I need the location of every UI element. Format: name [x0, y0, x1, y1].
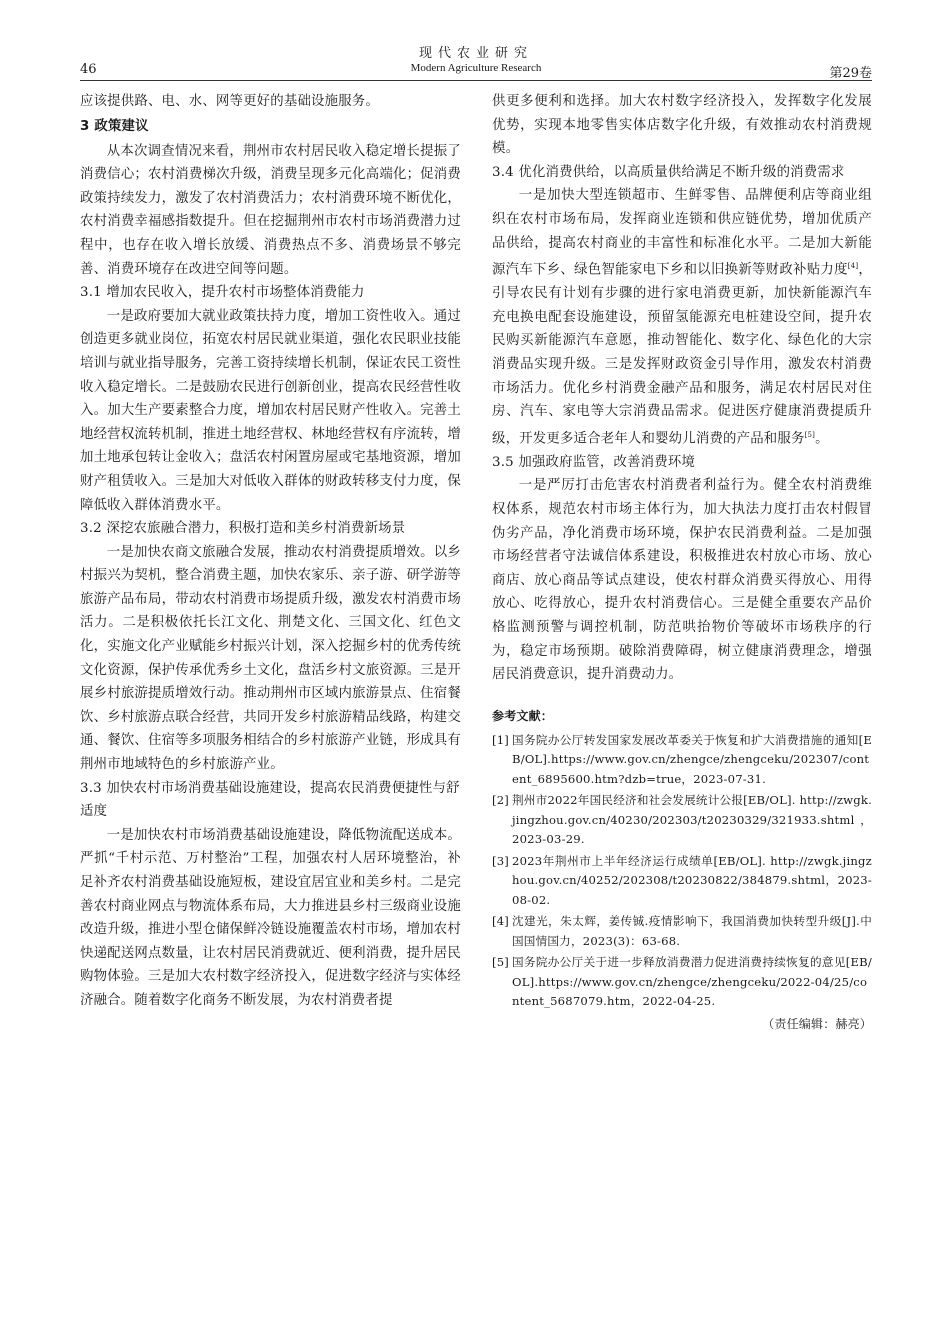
intro-paragraph: 应该提供路、电、水、网等更好的基础设施服务。: [80, 94, 379, 109]
reference-item: [492, 731, 872, 790]
reference-item: [492, 852, 872, 911]
responsible-editor: （责任编辑：赫亮）: [762, 1016, 872, 1031]
reference-item: [492, 953, 872, 1012]
reference-text: 国务院办公厅转发国家发展改革委关于恢复和扩大消费措施的通知[EB/OL].https://www.gov.cn/zhengce/zhengceku/202307/content_6895600.htm?dzb=true，2023-07-31.: [512, 732, 872, 786]
right-column: [492, 90, 872, 1034]
journal-title: [80, 46, 872, 75]
reference-text: 国务院办公厅关于进一步释放消费潜力促进消费持续恢复的意见[EB/OL].https://www.gov.cn/zhengce/zhengceku/2022-04/25/content_5687079.htm，2022-04-25.: [512, 955, 872, 1009]
references-heading: 参考文献：: [492, 708, 554, 723]
reference-text: 沈建光，朱太辉，姜传铖.疫情影响下，我国消费加快转型升级[J].中国国情国力，2023(3)：63-68.: [512, 914, 872, 948]
reference-number: [5]: [492, 955, 510, 970]
reference-number: [2]: [492, 793, 510, 808]
subsection-3-2-paragraph: 一是加快农商文旅融合发展，推动农村消费提质增效。以乡村振兴为契机，整合消费主题，加快农家乐、亲子游、研学游等旅游产品布局，带动农村消费市场提质升级，激发农村消费市场活力。二是积极依托长江文化、荆楚文化、三国文化、红色文化，实施文化产业赋能乡村振兴计划，深入挖掘乡村的优秀传统文化资源，保护传承优秀乡土文化，盘活乡村文旅资源。三是开展乡村旅游提质增效行动。推动荆州市区域内旅游景点、住宿餐饮、乡村旅游点联合经营，共同开发乡村旅游精品线路，构建交通、餐饮、住宿等多项服务相结合的乡村旅游产业链，形成具有荆州市地域特色的乡村旅游产业。: [80, 544, 461, 773]
subsection-3-3-paragraph: 一是加快农村市场消费基础设施建设，降低物流配送成本。严抓“千村示范、万村整治”工程，加强农村人居环境整治，补足补齐农村消费基础设施短板，建设宜居宜业和美乡村。二是完善农村商业网点与物流体系布局，大力推进县乡村三级商业设施改造升级，推进小型仓储保鲜冷链设施覆盖农村市场，增加农村快递配送网点数量，让农村居民消费就近、便利消费，提升居民购物体验。三是加大农村数字经济投入，促进数字经济与实体经济融合。随着数字化商务不断发展，为农村消费者提: [80, 827, 461, 1008]
subsection-heading-3-5: 3.5 加强政府监管，改善消费环境: [492, 454, 696, 470]
paragraph-text: ，引导农民有计划有步骤的进行家电消费更新，加快新能源汽车充电换电配套设施建设，预留氢能源充电桩建设空间，提升农民购买新能源汽车意愿，推动智能化、数字化、绿色化的大宗消费品实现升级。三是发挥财政资金引导作用，激发农村消费市场活力。优化乡村消费金融产品和服务，满足农村居民对住房、汽车、家电等大宗消费品需求。促进医疗健康消费提质升级，开发更多适合老年人和婴幼儿消费的产品和服务: [492, 262, 872, 447]
citation-marker: [4]: [847, 262, 859, 271]
subsection-heading-3-4: 3.4 优化消费供给，以高质量供给满足不断升级的消费需求: [492, 164, 845, 180]
paragraph-text: 一是加快大型连锁超市、生鲜零售、品牌便利店等商业组织在农村市场布局，发挥商业连锁和供应链优势，增加优质产品供给，提高农村商业的丰富性和标准化水平。二是加大新能源汽车下乡、绿色智能家电下乡和以旧换新等财政补贴力度: [492, 188, 872, 278]
journal-title-cn: 现代农业研究: [418, 46, 533, 61]
journal-title-en: Modern Agriculture Research: [410, 62, 542, 74]
section-3-paragraph: 从本次调查情况来看，荆州市农村居民收入稳定增长提振了消费信心；农村消费梯次升级，消费呈现多元化高端化；促消费政策持续发力，激发了农村消费活力；农村消费环境不断优化，农村消费幸福感指数提升。但在挖掘荆州市农村市场消费潜力过程中，也存在收入增长放缓、消费热点不多、消费场景不够完善、消费环境存在改进空间等问题。: [80, 143, 461, 277]
continued-paragraph: 供更多便利和选择。加大农村数字经济投入，发挥数字化发展优势，实现本地零售实体店数字化升级，有效推动农村消费规模。: [492, 94, 872, 157]
subsection-3-4-paragraph: [492, 184, 872, 450]
page-header: [80, 44, 872, 84]
reference-text: 2023年荆州市上半年经济运行成绩单[EB/OL]. http://zwgk.jingzhou.gov.cn/40252/202308/t20230822/384879.shtml，2023-08-02.: [512, 853, 872, 907]
volume-label: 第29卷: [829, 66, 872, 81]
section-heading-3: 3 政策建议: [80, 118, 149, 134]
header-rule: [80, 80, 872, 81]
subsection-heading-3-2: 3.2 深挖农旅融合潜力，积极打造和美乡村消费新场景: [80, 521, 406, 537]
subsection-3-5-paragraph: 一是严厉打击危害农村消费者利益行为。健全农村消费维权体系，规范农村市场主体行为，加大执法力度打击农村假冒伪劣产品，净化消费市场环境，保护农民消费利益。二是加强市场经营者守法诚信体系建设，积极推进农村放心市场、放心商店、放心商品等试点建设，使农村群众消费买得放心、用得放心、吃得放心，提升农村消费信心。三是健全重要农产品价格监测预警与调控机制，防范哄抬物价等破坏市场秩序的行为，稳定市场预期。破除消费障碍，树立健康消费理念，增强居民消费意识，提升消费动力。: [492, 478, 872, 683]
reference-list: [492, 731, 872, 1012]
left-column: [80, 90, 461, 1013]
reference-text: 荆州市2022年国民经济和社会发展统计公报[EB/OL]. http://zwgk.jingzhou.gov.cn/40230/202303/t20230329/321933.shtml，2023-03-29.: [512, 793, 872, 847]
subsection-heading-3-1: 3.1 增加农民收入，提升农村市场整体消费能力: [80, 285, 365, 301]
reference-number: [4]: [492, 914, 510, 929]
reference-item: [492, 791, 872, 850]
page-number: 46: [80, 62, 97, 77]
citation-marker: [5]: [804, 430, 816, 439]
paragraph-text: 。: [815, 431, 829, 447]
subsection-heading-3-3: 3.3 加快农村市场消费基础设施建设，提高农民消费便捷性与舒适度: [80, 780, 460, 820]
reference-number: [1]: [492, 732, 510, 747]
reference-number: [3]: [492, 853, 510, 868]
reference-item: [492, 912, 872, 951]
subsection-3-1-paragraph: 一是政府要加大就业政策扶持力度，增加工资性收入。通过创造更多就业岗位，拓宽农村居民就业渠道，强化农民职业技能培训与就业指导服务，完善工资持续增长机制，保证农民工资性收入稳定增长。二是鼓励农民进行创新创业，提高农民经营性收入。加大生产要素整合力度，增加农村居民财产性收入。完善土地经营权流转机制，推进土地经营权、林地经营权有序流转，增加土地承包转让金收入；盘活农村闲置房屋或宅基地资源，增加财产租赁收入。三是加大对低收入群体的财政转移支付力度，保障低收入群体消费水平。: [80, 308, 461, 513]
